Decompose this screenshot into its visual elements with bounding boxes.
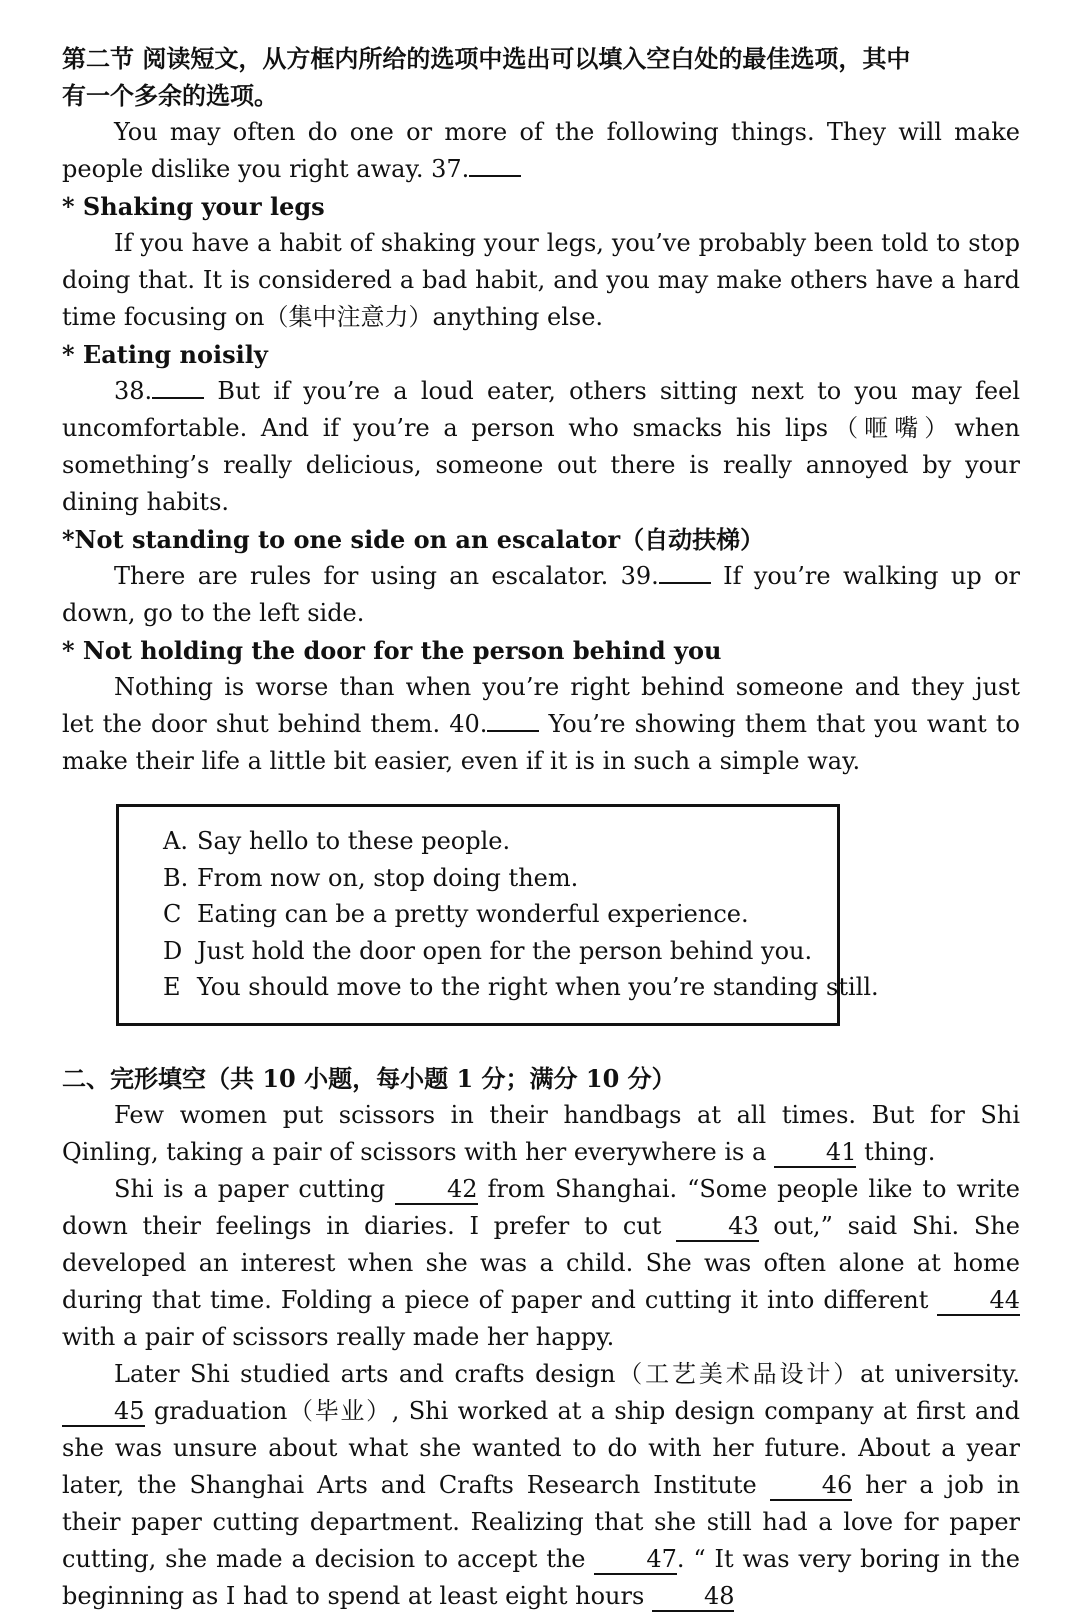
section2-heading bbox=[62, 0, 1020, 114]
blank-44[interactable]: 44 bbox=[937, 1286, 1020, 1316]
option-text: Just hold the door open for the person behind you. bbox=[197, 936, 813, 965]
item2-title: * Eating noisily bbox=[62, 340, 268, 369]
option-a bbox=[163, 823, 837, 860]
option-letter: A. bbox=[163, 827, 188, 855]
item1-title: * Shaking your legs bbox=[62, 192, 325, 221]
option-e bbox=[163, 969, 879, 1006]
item3-post: If you’re walking up or down, go to the left side. bbox=[62, 562, 1020, 627]
option-letter: D bbox=[163, 936, 183, 965]
blank-37[interactable] bbox=[469, 175, 521, 177]
intro-paragraph bbox=[62, 114, 1020, 188]
cloze-p2-c: out,” said Shi. She developed an interest when she was a child. She was often alone at home during that time. Folding a piece of paper and cutting it into different bbox=[62, 1212, 1020, 1314]
cloze-p3-b: graduation（毕业）, Shi worked at a ship design company at first and she was unsure about what she wanted to do with her future. About a year later, the Shanghai Arts and Crafts Research Institute bbox=[62, 1397, 1020, 1499]
item1-text: If you have a habit of shaking your legs, you’ve probably been told to stop doing that. It is considered a bad habit, and you may make others have a hard time focusing on（集中注意力）anything else. bbox=[62, 229, 1020, 331]
item2-num: 38. bbox=[114, 377, 153, 405]
blank-38[interactable] bbox=[152, 397, 204, 399]
item3-pre: There are rules for using an escalator. 39. bbox=[114, 562, 659, 590]
blank-43[interactable]: 43 bbox=[676, 1212, 759, 1242]
cloze-heading: 二、完形填空（共 10 小题，每小题 1 分；满分 10 分） bbox=[62, 1064, 676, 1093]
option-letter: E bbox=[163, 973, 181, 1001]
cloze-p3-c: her a job in their paper cutting department. Realizing that she still had a love for paper cutting, she made a decision to accept the bbox=[62, 1471, 1020, 1573]
option-letter: C bbox=[163, 900, 182, 928]
cloze-p2-d: with a pair of scissors really made her happy. bbox=[62, 1323, 615, 1351]
section2-heading-line1: 第二节 阅读短文，从方框内所给的选项中选出可以填入空白处的最佳选项，其中 bbox=[62, 44, 911, 73]
spacer bbox=[62, 1026, 1020, 1060]
cloze-p1-b: thing. bbox=[856, 1138, 936, 1166]
blank-47[interactable]: 47 bbox=[594, 1545, 677, 1575]
blank-40[interactable] bbox=[487, 730, 539, 732]
blank-45[interactable]: 45 bbox=[62, 1397, 145, 1427]
section2-heading-line2: 有一个多余的选项。 bbox=[62, 81, 278, 110]
option-text: Say hello to these people. bbox=[197, 827, 511, 855]
cloze-p3-a: Later Shi studied arts and crafts design（工艺美术品设计）at university. bbox=[114, 1360, 1020, 1388]
intro-text: You may often do one or more of the following things. They will make people dislike you right away. 37. bbox=[62, 118, 1020, 183]
cloze-p2-b: from Shanghai. “Some people like to write down their feelings in diaries. I prefer to cut bbox=[62, 1175, 1021, 1240]
blank-48[interactable]: 48 bbox=[652, 1582, 735, 1612]
cloze-paragraph-3 bbox=[62, 1356, 1020, 1615]
item3-title: *Not standing to one side on an escalator（自动扶梯） bbox=[62, 525, 765, 554]
item3-paragraph bbox=[62, 558, 1020, 632]
item4-pre: Nothing is worse than when you’re right behind someone and they just let the door shut behind them. 40. bbox=[62, 673, 1020, 738]
cloze-p3-d: . “ It was very boring in the beginning as I had to spend at least eight hours bbox=[62, 1545, 1020, 1610]
option-letter: B. bbox=[163, 863, 189, 892]
cloze-paragraph-1 bbox=[62, 1097, 1020, 1171]
blank-41[interactable]: 41 bbox=[774, 1138, 857, 1168]
blank-39[interactable] bbox=[659, 582, 711, 584]
blank-42[interactable]: 42 bbox=[395, 1175, 478, 1205]
item4-title: * Not holding the door for the person behind you bbox=[62, 636, 722, 665]
options-box bbox=[116, 804, 879, 1026]
option-text: Eating can be a pretty wonderful experience. bbox=[197, 900, 749, 928]
option-c bbox=[163, 896, 837, 933]
option-text: From now on, stop doing them. bbox=[197, 863, 579, 892]
item2-paragraph bbox=[62, 373, 1020, 521]
blank-46[interactable]: 46 bbox=[770, 1471, 853, 1501]
option-d bbox=[163, 933, 837, 970]
cloze-p2-a: Shi is a paper cutting bbox=[114, 1175, 396, 1203]
option-b bbox=[163, 860, 837, 897]
item4-post: You’re showing them that you want to make their life a little bit easier, even if it is in such a simple way. bbox=[62, 710, 1021, 775]
item4-paragraph bbox=[62, 669, 1020, 780]
item2-text: But if you’re a loud eater, others sitting next to you may feel uncomfortable. And if you’re a person who smacks his lips（咂嘴）when something’s really delicious, someone out there is really annoyed by your dining habits. bbox=[62, 377, 1020, 516]
option-text: You should move to the right when you’re standing still. bbox=[197, 973, 879, 1001]
cloze-paragraph-2 bbox=[62, 1171, 1020, 1356]
cloze-p1-a: Few women put scissors in their handbags at all times. But for Shi Qinling, taking a pair of scissors with her everywhere is a bbox=[62, 1101, 1020, 1166]
